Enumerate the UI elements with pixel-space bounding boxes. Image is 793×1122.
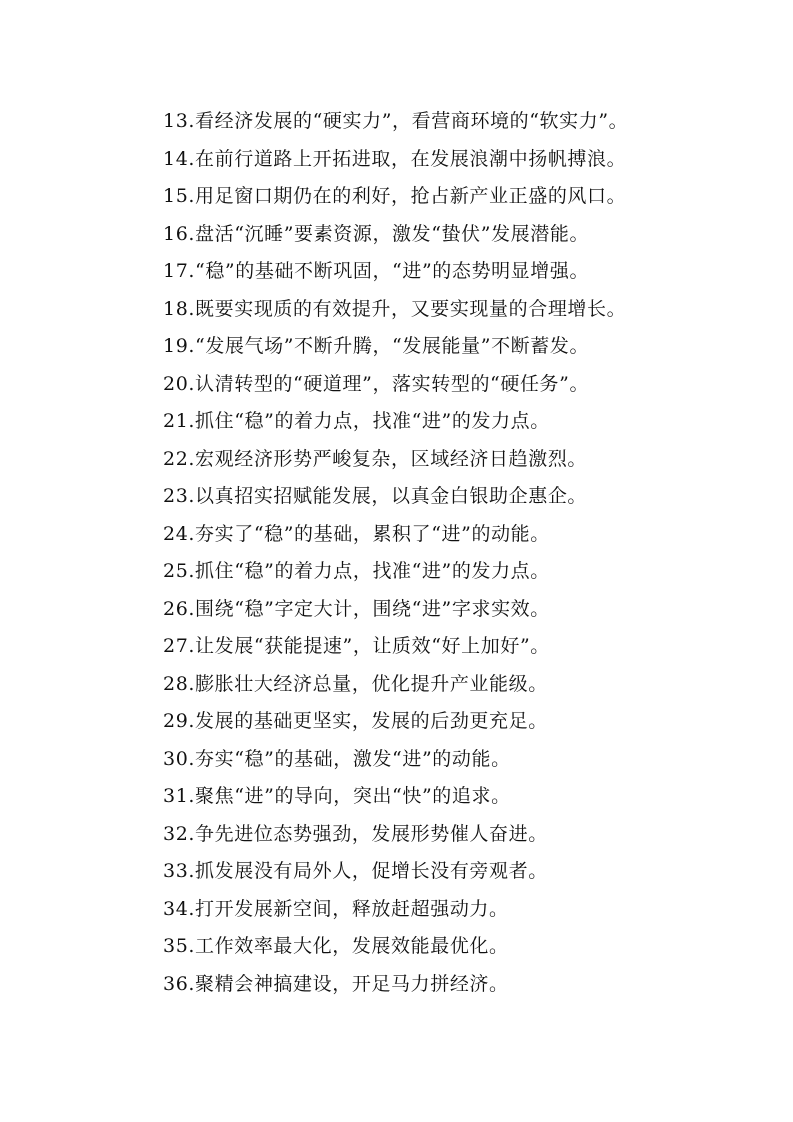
text-line-27: 27.让发展“获能提速”，让质效“好上加好”。 [163,635,550,657]
text-line-28: 28.膨胀壮大经济总量，优化提升产业能级。 [163,672,548,695]
text-line-24: 24.夯实了“稳”的基础，累积了“进”的动能。 [163,522,550,545]
text-line-35: 35.工作效率最大化，发展效能最优化。 [163,935,509,957]
text-line-14: 14.在前行道路上开拓进取，在发展浪潮中扬帆搏浪。 [163,147,627,170]
text-line-36: 36.聚精会神搞建设，开足马力拼经济。 [163,972,509,995]
document-body [163,103,763,1003]
text-line-20: 20.认清转型的“硬道理”，落实转型的“硬任务”。 [163,372,590,395]
text-line-18: 18.既要实现质的有效提升，又要实现量的合理增长。 [163,297,627,320]
text-line-25: 25.抓住“稳”的着力点，找准“进”的发力点。 [163,560,550,582]
text-line-29: 29.发展的基础更坚实，发展的后劲更充足。 [163,710,548,732]
text-line-34: 34.打开发展新空间，释放赶超强动力。 [163,897,509,920]
text-line-13: 13.看经济发展的“硬实力”，看营商环境的“软实力”。 [163,110,629,132]
text-line-16: 16.盘活“沉睡”要素资源，激发“蛰伏”发展潜能。 [163,222,590,245]
text-line-31: 31.聚焦“进”的导向，突出“快”的追求。 [163,785,511,807]
text-line-15: 15.用足窗口期仍在的利好，抢占新产业正盛的风口。 [163,185,627,207]
text-line-23: 23.以真招实招赋能发展，以真金白银助企惠企。 [163,485,588,507]
text-line-21: 21.抓住“稳”的着力点，找准“进”的发力点。 [163,410,550,432]
text-line-22: 22.宏观经济形势严峻复杂，区域经济日趋激烈。 [163,447,588,470]
text-line-26: 26.围绕“稳”字定大计，围绕“进”字求实效。 [163,597,550,620]
text-line-17: 17.“稳”的基础不断巩固，“进”的态势明显增强。 [163,260,590,282]
text-line-33: 33.抓发展没有局外人，促增长没有旁观者。 [163,860,548,882]
text-line-32: 32.争先进位态势强劲，发展形势催人奋进。 [163,822,548,845]
text-line-19: 19.“发展气场”不断升腾，“发展能量”不断蓄发。 [163,335,590,357]
text-line-30: 30.夯实“稳”的基础，激发“进”的动能。 [163,747,511,770]
